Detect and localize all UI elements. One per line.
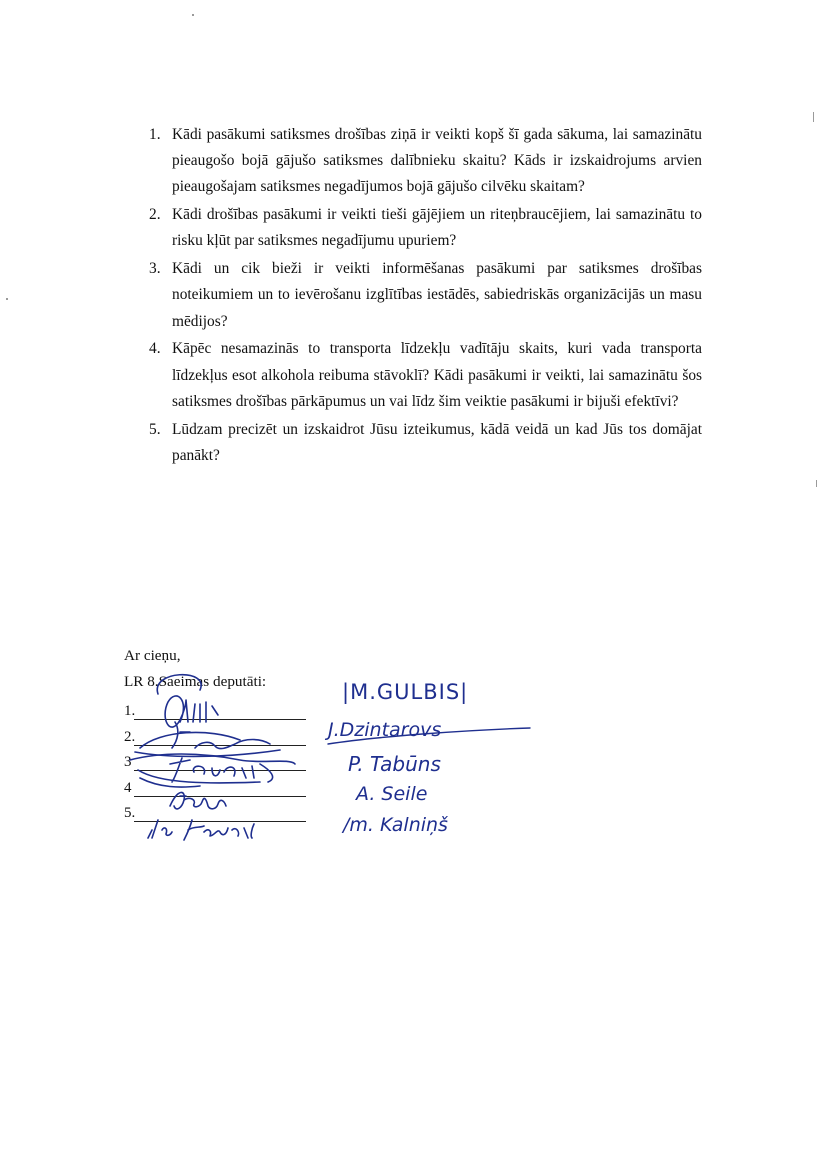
printed-name-2: J.Dzintarovs: [328, 719, 442, 741]
question-item: [135, 417, 702, 469]
question-number: 1.: [149, 126, 161, 143]
signatories-label: LR 8.Saeimas deputāti:: [124, 673, 267, 690]
name-underline-flourish: [320, 722, 540, 752]
question-number: 4.: [149, 340, 161, 358]
question-text: Kāpēc nesamazinās to transporta līdzekļu vadītāju skaits, kuri vada transporta līdzekļus esot alkohola reibuma stāvoklī? Kādi pasākumi ir veikti, lai samazinātu šos satiksmes drošības pārkāpumus un vai līdz šim veiktie pasākumi ir bijuši efektīvi?: [172, 340, 702, 410]
question-text: Kādi un cik bieži ir veikti informēšanas pasākumi par satiksmes drošības noteikumiem un to ievērošanu izglītības iestādēs, sabiedriskās organizācijās un masu mēdijos?: [172, 260, 702, 330]
question-item: [135, 336, 702, 415]
signature-1-scribble: [157, 675, 218, 727]
signature-number: 2.: [124, 728, 136, 745]
printed-name-4: A. Seile: [356, 783, 428, 805]
signature-4-scribble: [170, 792, 226, 808]
speck: [813, 112, 814, 122]
speck: [192, 14, 194, 16]
signature-number: 4: [124, 779, 132, 796]
signature-scribbles: [120, 660, 320, 840]
signature-2-scribble: [135, 722, 280, 756]
question-text: Lūdzam precizēt un izskaidrot Jūsu izteikumus, kādā veidā un kad Jūs tos domājat panākt?: [172, 420, 702, 464]
question-item: [135, 202, 702, 254]
question-item: [135, 256, 702, 335]
question-item: [135, 122, 702, 201]
signature-5-scribble: [148, 820, 254, 840]
question-text: Kādi pasākumi satiksmes drošības ziņā ir veikti kopš šī gada sākuma, lai samazinātu pieaugošo bojā gājušo satiksmes dalībnieku skaitu? Kāds ir izskaidrojums arvien pieaugošajam satiksmes negadījumos bojā gājušo cilvēku skaitam?: [172, 126, 702, 196]
questions-list: [135, 122, 702, 471]
signature-number: 3: [124, 754, 132, 770]
signature-number: 5.: [124, 805, 136, 821]
flourish-stroke: [328, 728, 530, 744]
signature-3-scribble: [130, 754, 295, 787]
question-number: 2.: [149, 206, 161, 224]
printed-name-3: P. Tabūns: [348, 752, 441, 776]
speck: [816, 480, 817, 487]
printed-name-1: |M.GULBIS|: [342, 680, 469, 704]
printed-name-5: /m. Kalniņš: [343, 814, 448, 836]
question-text: Kādi drošības pasākumi ir veikti tieši gājējiem un riteņbraucējiem, lai samazinātu to risku kļūt par satiksmes negadījumu upuriem?: [172, 206, 702, 250]
signature-number: 1.: [124, 703, 136, 719]
question-number: 5.: [149, 420, 161, 438]
speck: [6, 298, 8, 300]
closing-greeting: Ar cieņu,: [124, 647, 181, 664]
question-number: 3.: [149, 260, 161, 278]
